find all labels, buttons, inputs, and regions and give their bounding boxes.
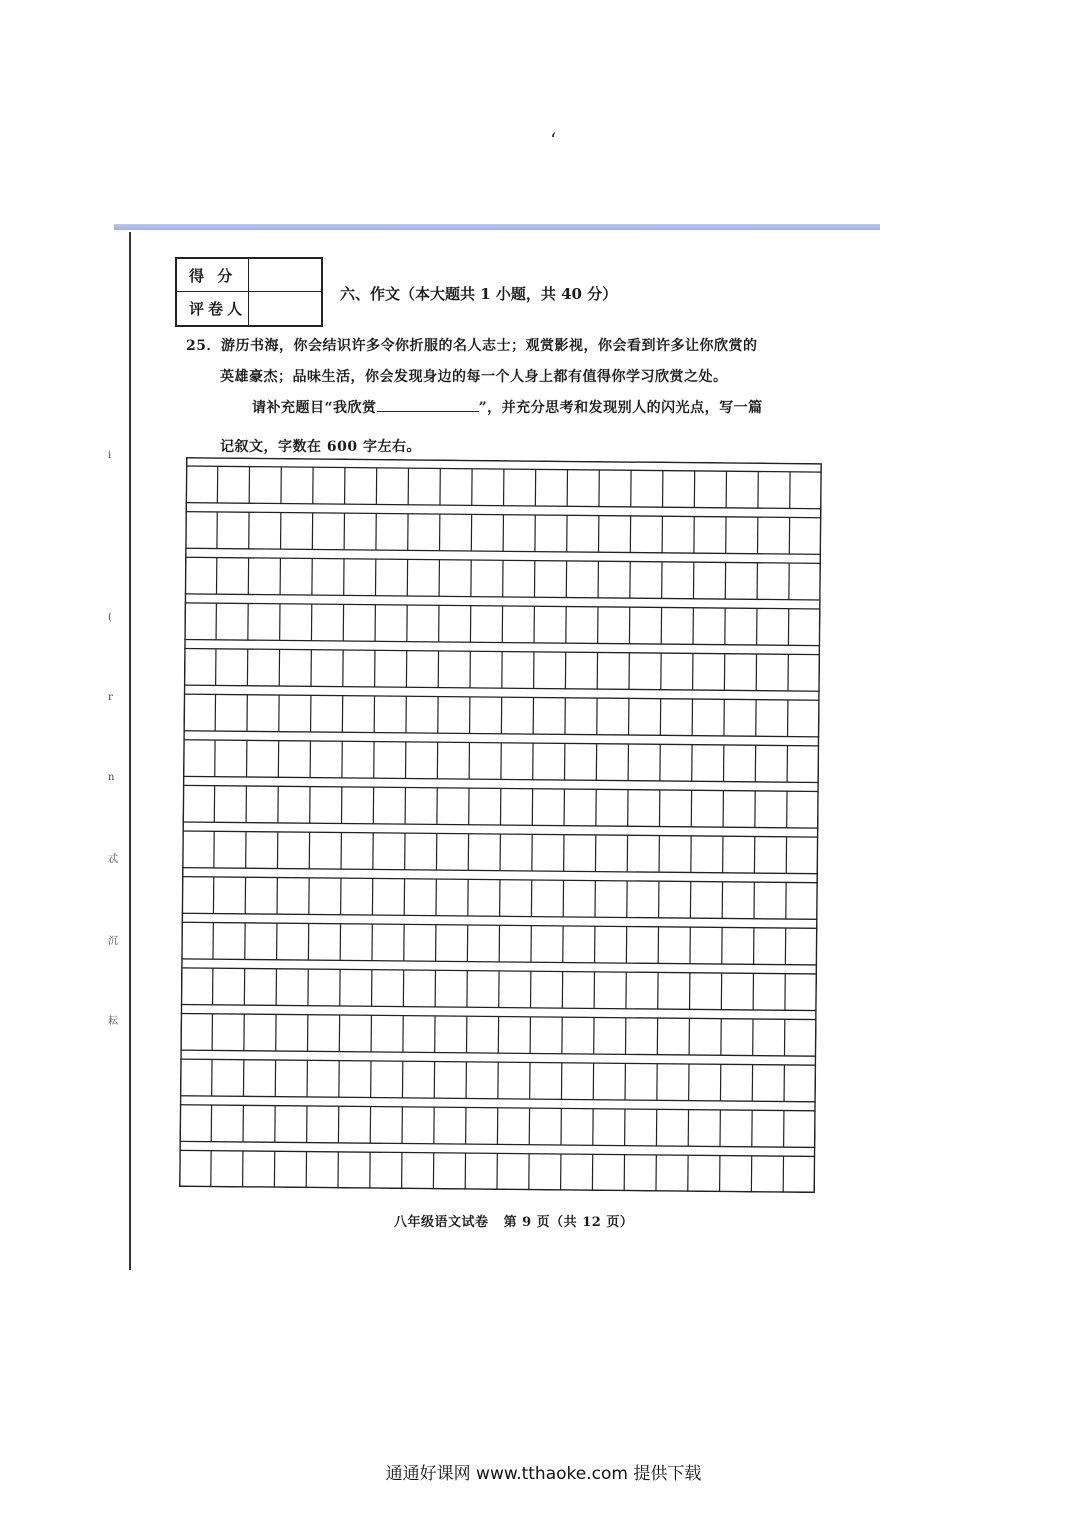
score-label: 得 分: [177, 259, 249, 292]
page-footer: 八年级语文试卷 第 9 页（共 12 页）: [394, 1215, 634, 1230]
margin-mark: n: [108, 772, 115, 783]
question-line-1: 25．游历书海，你会结识许多令你折服的名人志士；观赏影视，你会看到许多让你欣赏的: [186, 338, 758, 354]
margin-mark: 忒: [108, 854, 118, 865]
essay-grid-svg[interactable]: [179, 457, 822, 1193]
binding-margin-marks: [108, 440, 128, 1040]
section-title: 六、作文（本大题共 1 小题，共 40 分）: [340, 285, 618, 303]
score-value-cell[interactable]: [249, 259, 321, 292]
site-credit: 通通好课网 www.tthaoke.com 提供下载: [385, 1464, 702, 1484]
score-table: [175, 257, 323, 327]
question-line-3: [252, 397, 763, 417]
question-line-2: 英雄豪杰；品味生活，你会发现身边的每一个人身上都有值得你学习欣赏之处。: [220, 369, 728, 385]
margin-mark: 沉: [108, 936, 118, 947]
prompt-suffix: ”，并充分思考和发现别人的闪光点，写一篇: [478, 400, 763, 416]
scan-top-mark: ‘: [550, 128, 557, 152]
prompt-prefix: 请补充题目“我欣赏: [252, 400, 377, 416]
binding-margin-line: [129, 232, 131, 1270]
grader-value-cell[interactable]: [249, 292, 321, 325]
title-blank[interactable]: [377, 397, 479, 412]
margin-mark: 耘: [108, 1016, 118, 1027]
essay-writing-grid[interactable]: [179, 457, 822, 1193]
page-separator-bar: [114, 224, 880, 230]
margin-mark: (: [108, 612, 112, 623]
margin-mark: r: [108, 692, 113, 703]
grader-label: 评卷人: [177, 292, 249, 325]
margin-mark: i: [108, 450, 112, 461]
question-line-4: 记叙文，字数在 600 字左右。: [220, 439, 421, 455]
